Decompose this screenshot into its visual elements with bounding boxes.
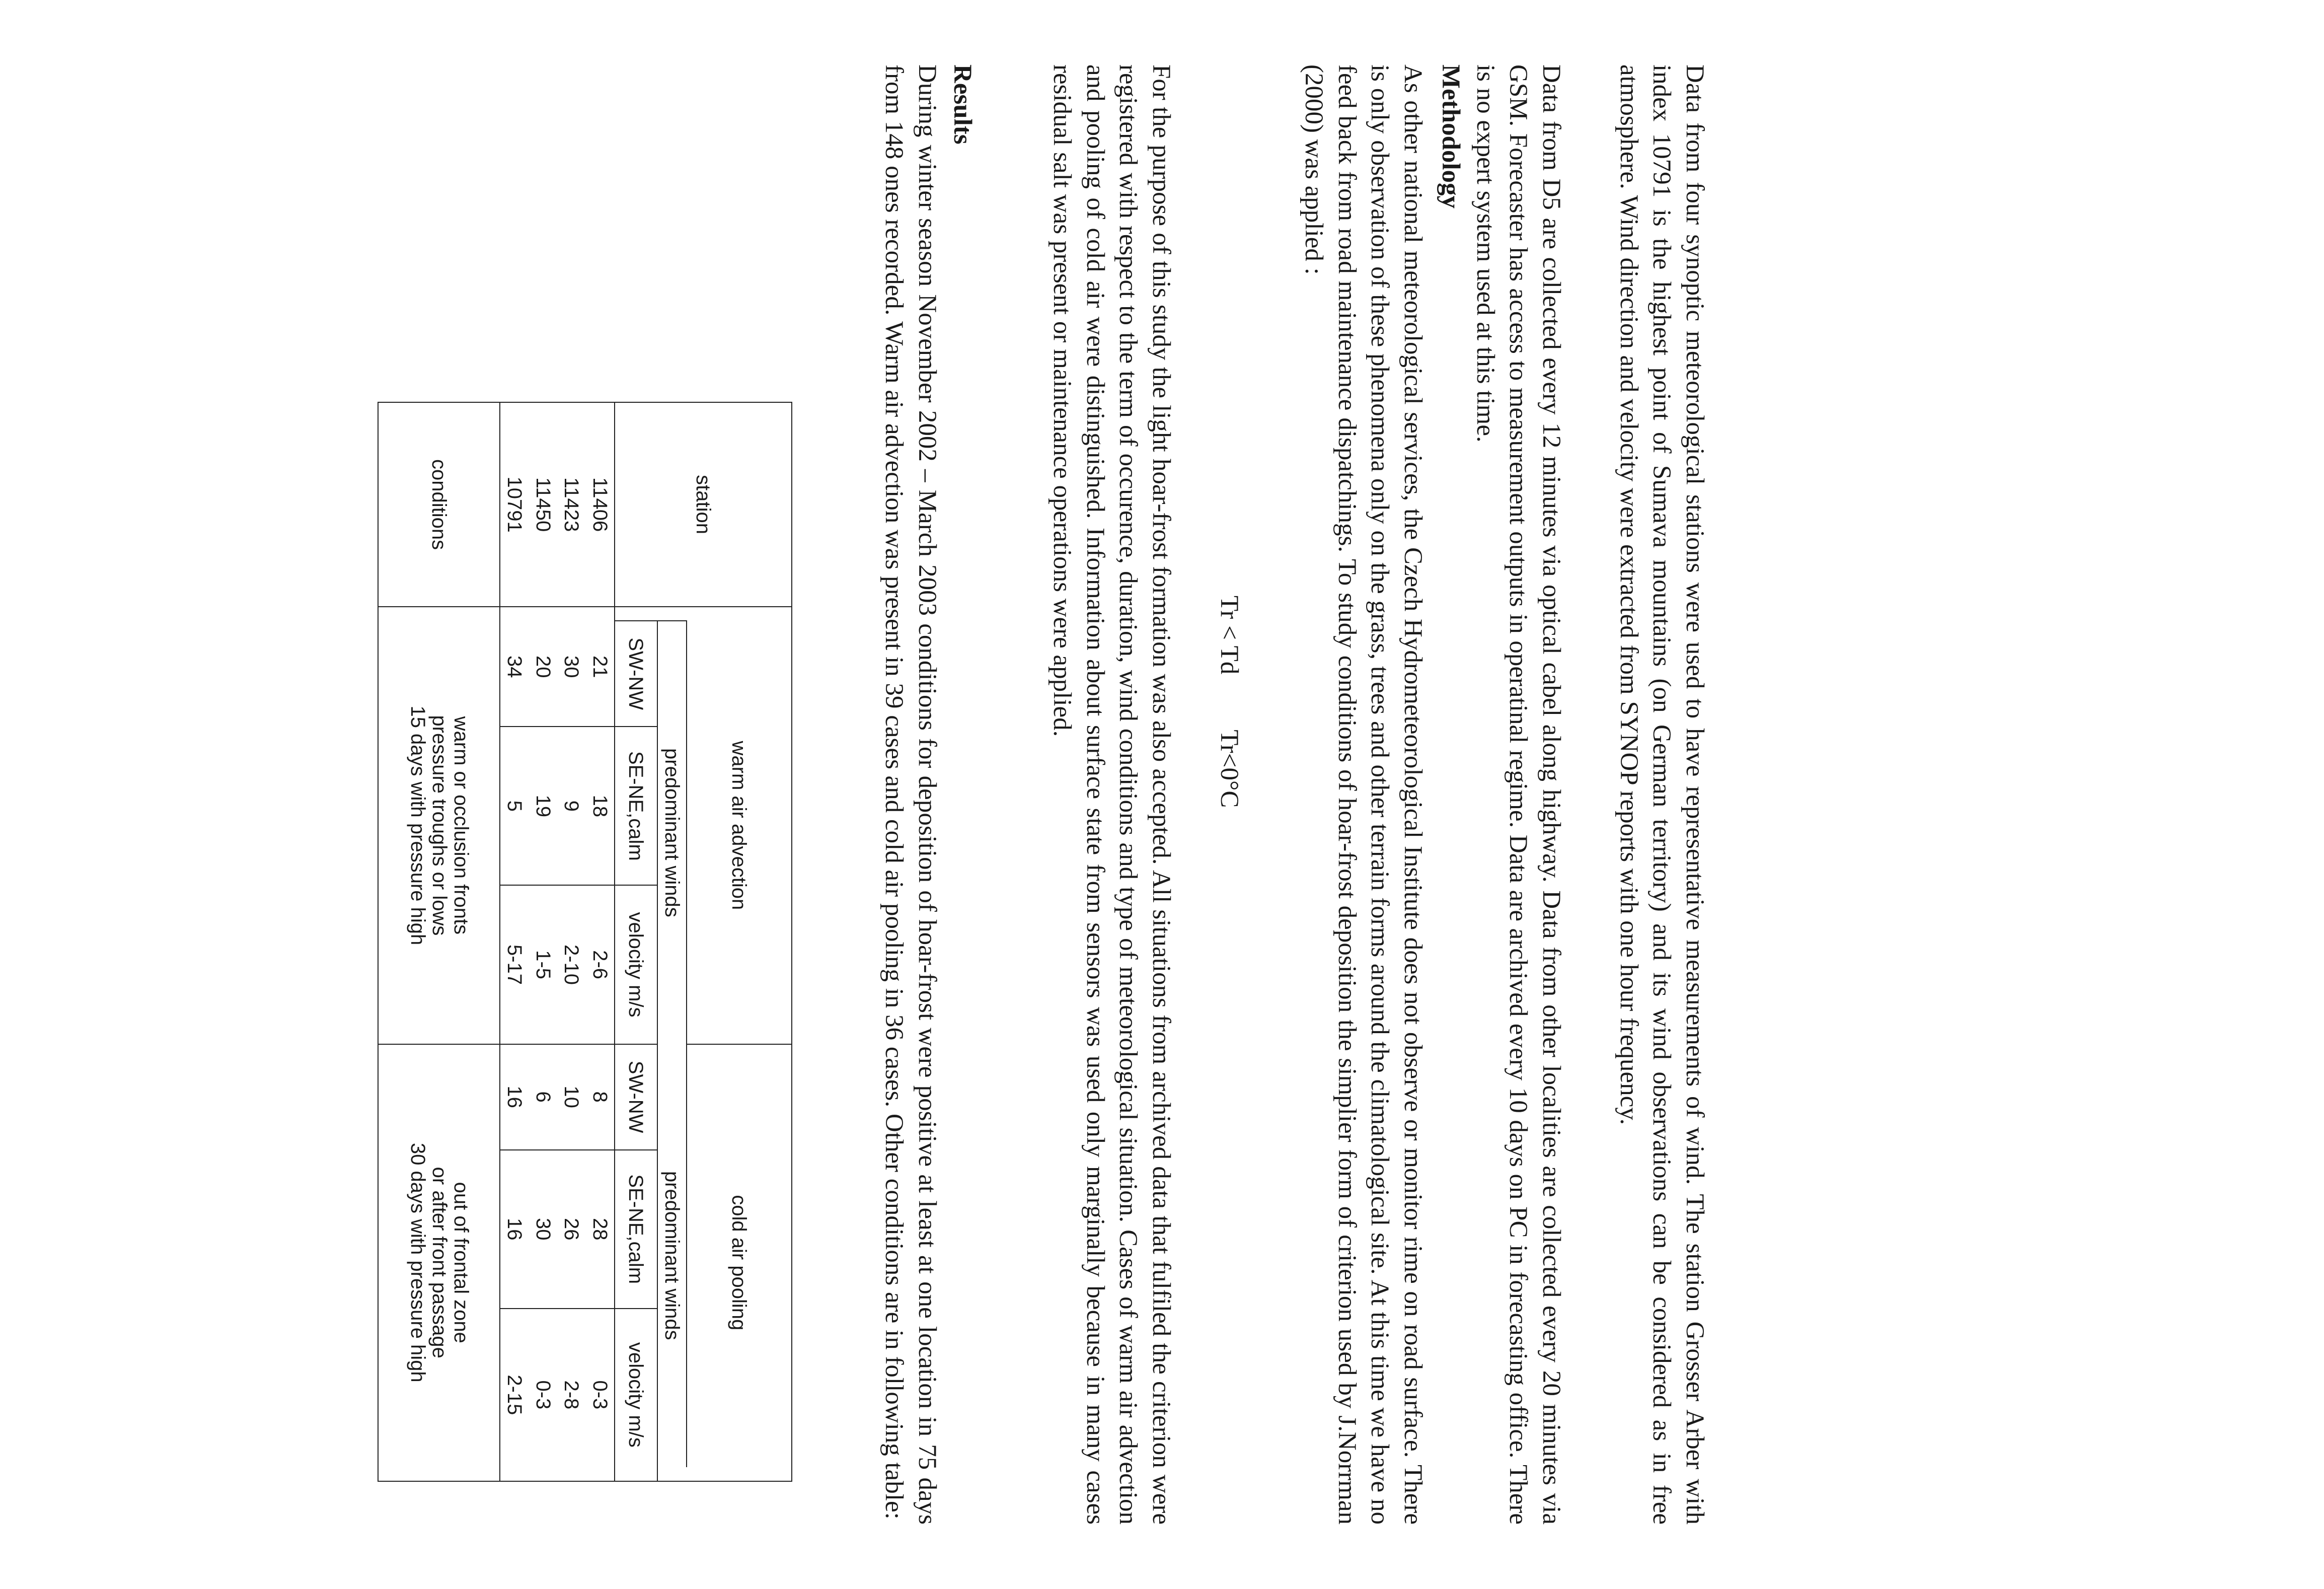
- warm-column-velocity: velocity m/s: [614, 885, 657, 1044]
- table-cell: 16: [500, 1150, 529, 1309]
- cold-air-conditions: [378, 1044, 500, 1481]
- station-id: 10791: [500, 402, 529, 607]
- cold-condition-line: or after front passage: [428, 1167, 451, 1358]
- warm-condition-line: warm or occlusion fronts: [449, 716, 472, 935]
- heading-methodology: Methodology: [1436, 64, 1465, 209]
- table-cell: 2-15: [500, 1309, 529, 1481]
- paragraph-methodology: As other national meteorological services, the Czech Hydrometeorological Institute does not observe or monitor rime on road surface. There is only observation of these phenomena only on the grass, trees and other terrain forms around the climatological site. At this time we have no feed back from road maintenance dispatchings. To study conditions of hoar-frost deposition the simplier form of criterion used by J.Norrman (2000) was applied :: [1300, 64, 1427, 1525]
- criterion-formula: [1212, 596, 1245, 808]
- table-cell: 19: [529, 727, 557, 885]
- table-cell: 0-3: [585, 1309, 615, 1481]
- cold-predominant-winds-header: predominant winds: [657, 1044, 687, 1467]
- formula-right: Tr<0°C: [1215, 730, 1243, 808]
- paragraph-results: During winter season November 2002 – March 2003 conditions for deposition of hoar-frost were positive at least at one location in 75 days from 148 ones recorded. Warm air advection was present in 39 cases and cold air pooling in 36 cases. Other conditions are in following table:: [880, 64, 941, 1525]
- table-cell: 16: [500, 1044, 529, 1150]
- table-cell: 2-8: [557, 1309, 585, 1481]
- table-row: [585, 402, 615, 1481]
- table-row: [529, 402, 557, 1481]
- document-page: [406, 64, 1741, 1525]
- table-cell: 30: [529, 1150, 557, 1309]
- paragraph-intro: Data from four synoptic meteorological stations were used to have representative measurements of wind. The station Grosser Arber with index 10791 is the highest point of Sumava mountains (on German territory) and its wind observations can be considered as in free atmosphere. Wind direction and velocity were extracted from SYNOP reports with one hour frequency.: [1614, 64, 1709, 1525]
- table-cell: 6: [529, 1044, 557, 1150]
- table-cell: 9: [557, 727, 585, 885]
- warm-column-sw-nw: SW-NW: [614, 621, 657, 727]
- table-cell: 26: [557, 1150, 585, 1309]
- table-cell: 10: [557, 1044, 585, 1150]
- cold-column-velocity: velocity m/s: [614, 1309, 657, 1481]
- table-row: [500, 402, 529, 1481]
- station-id: 11450: [529, 402, 557, 607]
- table-spacer: [657, 607, 687, 621]
- table-cell: 2-6: [585, 885, 615, 1044]
- warm-air-conditions: [378, 607, 500, 1044]
- table-cell: 20: [529, 607, 557, 727]
- table-cell: 1-5: [529, 885, 557, 1044]
- paragraph-data-collection: Data from D5 are collected every 12 minutes via optical cabel along highway. Data from other localities are collected every 20 minutes via GSM. Forecaster has access to measurement outputs in operatinal regime. Data are archived every 10 days on PC in forecasting office. There is no expert system used at this time.: [1471, 64, 1565, 1525]
- cold-column-se-ne-calm: SE-NE,calm: [614, 1150, 657, 1309]
- warm-column-se-ne-calm: SE-NE,calm: [614, 727, 657, 885]
- station-header: station: [614, 402, 791, 607]
- cold-condition-line: 30 days with pressure high: [406, 1142, 429, 1383]
- hoar-frost-conditions-table: [378, 402, 792, 1482]
- warm-condition-line: pressure troughs or lows: [428, 715, 451, 936]
- table-spacer: [614, 607, 657, 621]
- cold-air-pooling-header: cold air pooling: [686, 1044, 791, 1481]
- table-row: [557, 402, 585, 1481]
- conditions-label: conditions: [378, 402, 500, 607]
- paragraph-purpose: For the purpose of this study the light hoar-frost formation was also accepted. All situations from archived data that fulfiled the criterion were registered with respect to the term of occurence, duration, wind conditions and type of meteorological situation. Cases of warm air advection and pooling of cold air were distinguished. Information about surface state from sensors was used only marginally because in many cases residual salt was present or maintenance operations were applied.: [1048, 64, 1175, 1525]
- warm-condition-line: 15 days with pressure high: [406, 705, 429, 946]
- warm-predominant-winds-header: predominant winds: [657, 621, 687, 1044]
- table-cell: 28: [585, 1150, 615, 1309]
- table-cell: 2-10: [557, 885, 585, 1044]
- formula-left: Tr < Td: [1215, 596, 1243, 675]
- warm-air-advection-header: warm air advection: [686, 607, 791, 1044]
- station-id: 11423: [557, 402, 585, 607]
- table-cell: 5: [500, 727, 529, 885]
- table-spacer: [657, 1467, 687, 1481]
- station-id: 11406: [585, 402, 615, 607]
- table-cell: 21: [585, 607, 615, 727]
- heading-results: Results: [948, 64, 977, 145]
- cold-condition-line: out of frontal zone: [449, 1182, 472, 1343]
- table-cell: 30: [557, 607, 585, 727]
- table-cell: 0-3: [529, 1309, 557, 1481]
- table-cell: 18: [585, 727, 615, 885]
- table-cell: 34: [500, 607, 529, 727]
- table-cell: 8: [585, 1044, 615, 1150]
- cold-column-sw-nw: SW-NW: [614, 1044, 657, 1150]
- table-cell: 5-17: [500, 885, 529, 1044]
